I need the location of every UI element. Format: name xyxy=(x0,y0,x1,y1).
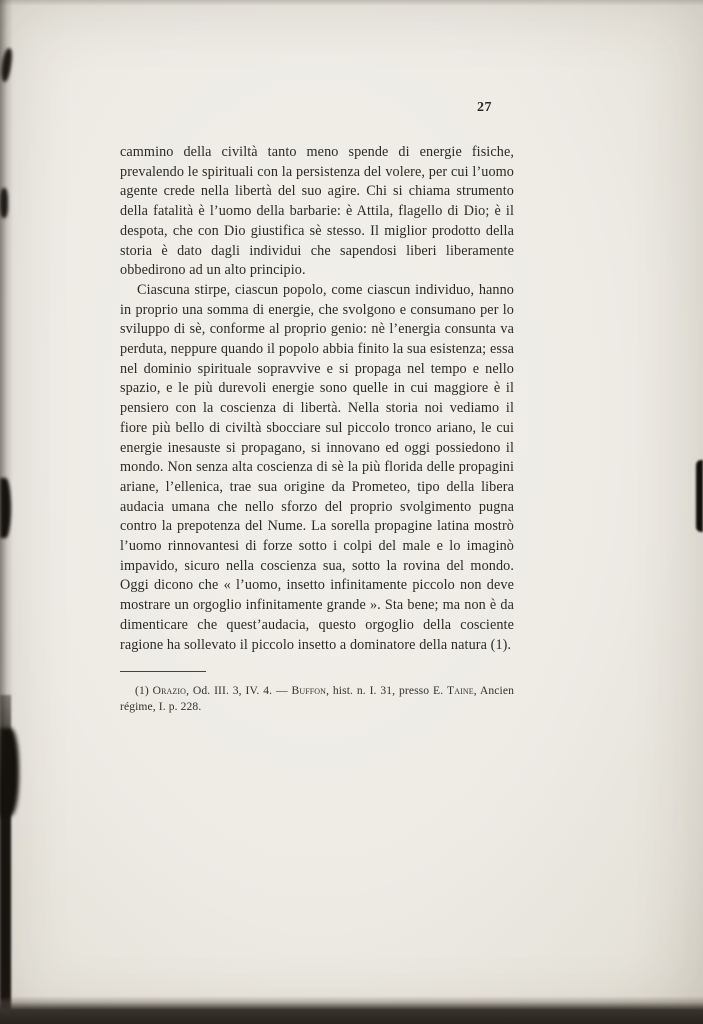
body-paragraph xyxy=(120,281,514,655)
scan-smudge xyxy=(0,188,8,218)
body-text xyxy=(120,143,514,714)
footnote-text-segment: , Od. III. 3, IV. 4. — xyxy=(186,684,292,698)
scan-smudge-right-edge xyxy=(696,460,703,532)
body-paragraph xyxy=(120,143,514,281)
footnote-marker: (1) xyxy=(135,684,153,698)
footnote-separator xyxy=(120,671,206,672)
page-number: 27 xyxy=(477,100,492,115)
footnote-text-segment: , hist. n. I. 31, presso E. xyxy=(326,684,448,698)
scan-shadow-bottom xyxy=(0,996,703,1024)
footnote xyxy=(120,683,514,714)
paragraph-text: Ciascuna stirpe, ciascun popolo, come ciascun individuo, hanno in proprio una somma di energie, che svolgono e consumano per lo sviluppo di sè, conforme al proprio genio: nè l’energia consunta va perduta, neppure quando il popolo abbia finito la sua esistenza; essa nel dominio spirituale sopravvive e si propaga nel tempo e nello spazio, e le più durevoli energie sono quelle in cui maggiore è il pensiero con la coscienza di libertà. Nella storia noi vediamo il fiore più bello di civiltà sbocciare sul piccolo tronco ariano, le cui energie inesauste si propagano, si innovano ed oggi possiedono il mondo. Non senza alta coscienza di sè la più florida delle propagini ariane, l’ellenica, trae sua origine da Prometeo, tipo della libera audacia umana che nello sforzo del proprio svolgimento pugna contro la prepotenza del Nume. La sorella propagine latina mostrò l’uomo rinnovantesi di forze sotto i colpi del male e lo imaginò impavido, sicuro nella coscienza sua, sotto la rovina del mondo. Oggi dicono che « l’uomo, insetto infinitamente piccolo non deve mostrare un orgoglio infinitamente grande ». Sta bene; ma non è da dimenticare che quest’audacia, questo orgoglio della cosciente ragione ha sollevato il piccolo insetto a dominatore della natura (1). xyxy=(120,281,514,653)
paragraph-text: cammino della civiltà tanto meno spende di energie fisiche, prevalendo le spirituali con la persistenza del volere, per cui l’uomo agente crede nella libertà del suo agire. Chi si chiama strumento della fatalità è l’uomo della barbarie: è Attila, flagello di Dio; è il despota, che con Dio giustifica sè stesso. Il miglior prodotto della storia è dato dagli individui che sapendosi liberi liberamente obbedirono ad un alto principio. xyxy=(120,144,514,279)
scan-shadow-top xyxy=(0,0,703,6)
footnote-author: Taine xyxy=(447,684,474,698)
scan-smudge xyxy=(0,728,19,816)
footnote-author: Buffon xyxy=(291,684,327,698)
footnote-author: Orazio xyxy=(152,684,187,698)
footnote-text-segment: , Ancien régime, I. p. 228. xyxy=(120,684,514,713)
scan-smudge xyxy=(0,478,11,538)
